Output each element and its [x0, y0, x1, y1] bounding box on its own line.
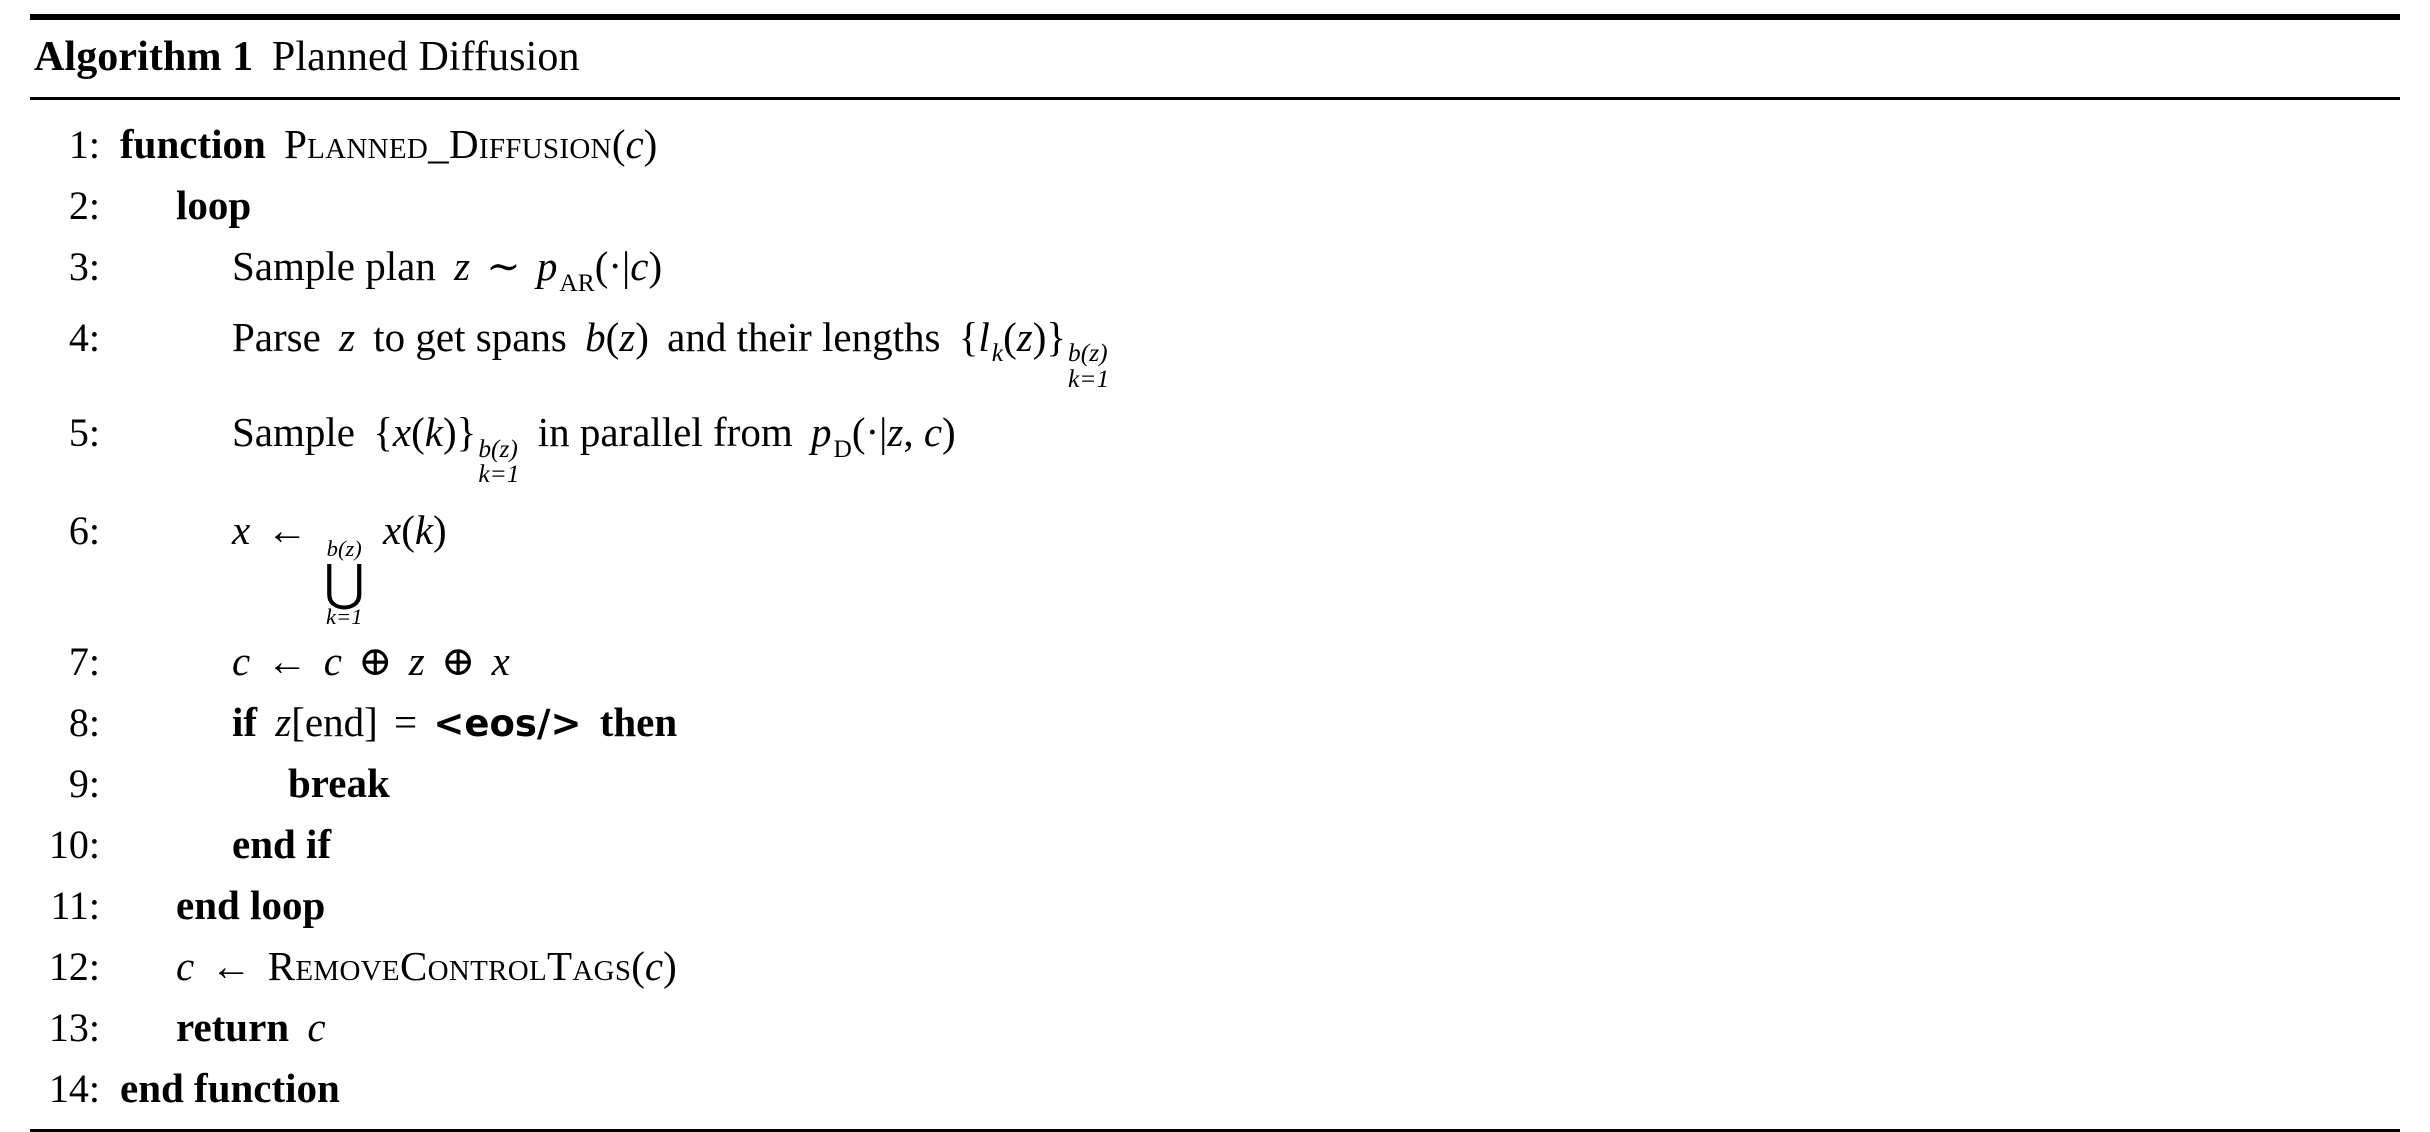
symbol-c: c [630, 243, 649, 290]
text-and-their-lengths: and their lengths [667, 313, 941, 360]
line-code: if z[end] = <eos/> then [232, 698, 678, 745]
line-code: x ← b(z) ⋃ k=1 x(k) [232, 506, 447, 630]
symbol-z: z [454, 243, 471, 290]
algorithm-line [30, 1058, 2400, 1119]
line-number: 6: [68, 507, 100, 553]
symbol-z: z [619, 313, 636, 360]
line-code: Sample {x(k)} b(z) k=1 in parallel from p D (·|z, c) [232, 409, 956, 489]
union-operator [323, 535, 365, 630]
line-number: 3: [68, 244, 100, 290]
subscript-k-eq-1: k=1 [478, 460, 520, 489]
algorithm-line [30, 175, 2400, 236]
index-end: end [304, 698, 365, 745]
symbol-l: l [978, 313, 990, 360]
line-number: 10: [48, 821, 100, 867]
symbol-c: c [644, 942, 664, 989]
keyword-then: then [599, 698, 678, 745]
superscript-bz: b(z) [1068, 339, 1108, 368]
line-code [114, 1003, 2400, 1050]
symbol-x: x [232, 506, 251, 553]
line-number: 9: [68, 760, 100, 806]
line-number: 4: [68, 314, 100, 360]
line-number: 13: [48, 1004, 100, 1050]
symbol-c: c [323, 637, 342, 684]
algorithm-block [30, 0, 2400, 1132]
remove-control-tags-call: RemoveControlTags [267, 942, 632, 989]
symbol-arrow: ← [266, 637, 308, 684]
symbol-x: x [491, 637, 510, 684]
line-code [114, 1064, 2400, 1111]
text-in-parallel-from: in parallel from [537, 409, 793, 456]
symbol-c: c [923, 409, 943, 456]
symbol-tilde: ∼ [486, 243, 521, 290]
symbol-x: x [382, 506, 402, 553]
subscript-d: D [833, 434, 852, 463]
algorithm-line [30, 236, 2400, 306]
symbol-c: c [625, 121, 644, 168]
symbol-oplus: ⊕ [358, 637, 393, 684]
algorithm-line [30, 997, 2400, 1058]
symbol-mid: | [622, 243, 631, 290]
line-number: 11: [50, 882, 100, 928]
line-number: 7: [68, 638, 100, 684]
keyword-break: break [288, 759, 390, 806]
subscript-k-eq-1: k=1 [1068, 364, 1110, 393]
line-number: 12: [48, 943, 100, 989]
symbol-mid: | [879, 409, 888, 456]
line-code: c ← RemoveControlTags(c) [176, 942, 677, 989]
symbol-p: p [536, 243, 558, 290]
union-glyph: ⋃ [323, 555, 365, 612]
algorithm-line [30, 753, 2400, 814]
algorithm-line [30, 936, 2400, 997]
symbol-p: p [810, 409, 832, 456]
algorithm-line [30, 875, 2400, 936]
algorithm-line [30, 692, 2400, 753]
algorithm-body [30, 100, 2400, 1129]
union-lower-limit: k=1 [325, 604, 363, 630]
line-number: 2: [68, 183, 100, 229]
symbol-b: b [585, 313, 606, 360]
line-number: 1: [68, 122, 100, 168]
line-code: Sample plan z ∼ p AR (·|c) [232, 243, 663, 298]
algorithm-line [30, 402, 2400, 498]
algorithm-label: Algorithm 1 [34, 34, 254, 80]
symbol-c: c [232, 637, 251, 684]
line-code [114, 881, 2400, 928]
symbol-oplus: ⊕ [440, 637, 476, 684]
line-code [114, 182, 2400, 229]
text-sample: Sample [232, 409, 355, 456]
superscript-bz: b(z) [478, 434, 518, 463]
algorithm-line [30, 814, 2400, 875]
line-number: 5: [68, 410, 100, 456]
eos-tag: <eos/> [433, 701, 582, 745]
line-number: 8: [68, 699, 100, 745]
text-parse: Parse [232, 313, 321, 360]
line-code [114, 759, 2400, 806]
symbol-k: k [424, 409, 443, 456]
text-sample-plan: Sample plan [232, 243, 436, 290]
symbol-k: k [414, 506, 434, 553]
symbol-dot: · [608, 243, 623, 290]
algorithm-title [30, 20, 2400, 97]
symbol-z: z [887, 409, 904, 456]
symbol-c: c [307, 1003, 326, 1050]
keyword-end-function: end function [120, 1064, 340, 1111]
symbol-z: z [275, 698, 292, 745]
procedure-name: Planned_Diffusion [284, 121, 612, 168]
keyword-end-loop: end loop [176, 881, 326, 928]
symbol-z: z [339, 313, 356, 360]
keyword-loop: loop [176, 182, 252, 229]
union-upper-limit: b(z) [326, 535, 362, 561]
algorithm-line [30, 114, 2400, 175]
algorithm-line [30, 498, 2400, 635]
keyword-if: if [232, 698, 258, 745]
keyword-return: return [176, 1003, 290, 1050]
symbol-z: z [408, 637, 425, 684]
symbol-arrow: ← [266, 506, 308, 553]
symbol-x: x [392, 409, 412, 456]
subscript-k: k [991, 339, 1004, 368]
symbol-c: c [176, 942, 195, 989]
line-code [114, 820, 2400, 867]
line-code: Parse z to get spans b(z) and their lengths {l k (z)} b(z) k=1 [232, 313, 1110, 393]
line-code [114, 637, 2400, 684]
keyword-end-if: end if [232, 820, 332, 867]
symbol-z: z [1016, 313, 1033, 360]
symbol-dot: · [865, 409, 880, 456]
algorithm-line [30, 635, 2400, 692]
symbol-equals: = [394, 698, 418, 745]
algorithm-title-text: Planned Diffusion [271, 34, 580, 80]
keyword-function: function [120, 121, 266, 168]
subscript-ar: AR [559, 269, 595, 298]
line-number: 14: [48, 1065, 100, 1111]
text-to-get-spans: to get spans [373, 313, 567, 360]
line-code: function Planned_Diffusion(c) [120, 121, 658, 168]
algorithm-line [30, 307, 2400, 403]
symbol-arrow: ← [210, 942, 252, 989]
